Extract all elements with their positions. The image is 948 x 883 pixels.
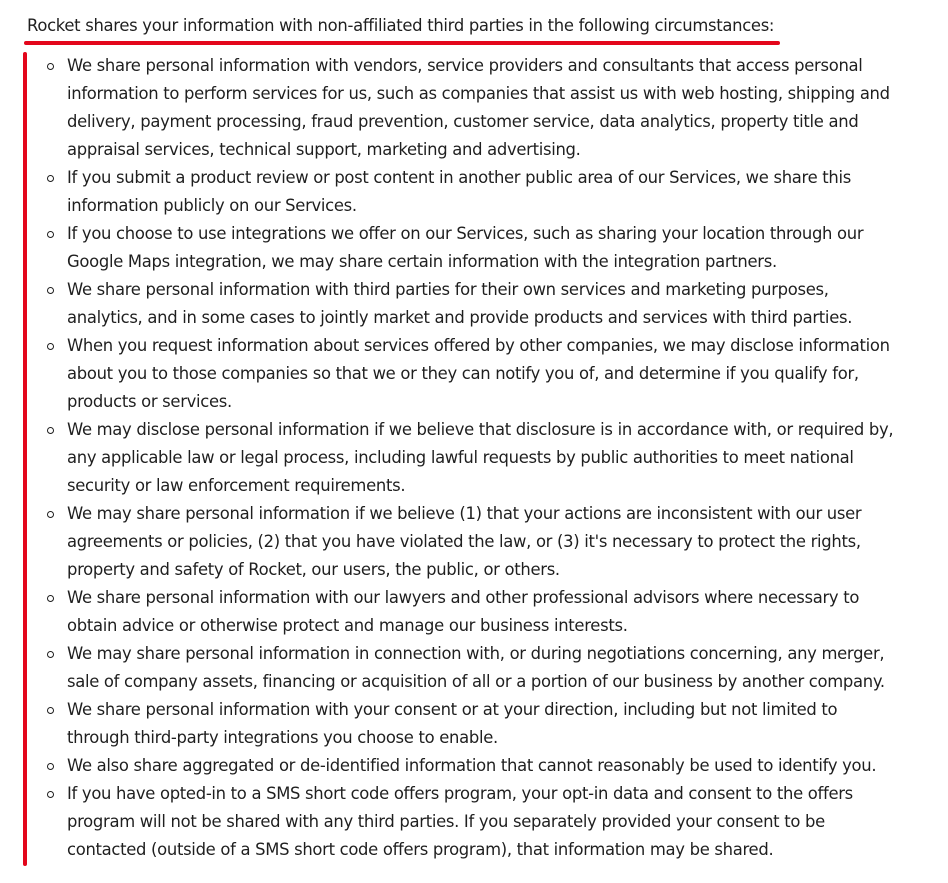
list-item-text: When you request information about services offered by other companies, we may disclose information about you to those companies so that we or they can notify you of, and determine if you qualify for, products or services. [67,336,890,411]
list-item [40,696,902,752]
list-item [40,276,902,332]
red-vertical-line-annotation [23,52,27,866]
list-item-text: We share personal information with our lawyers and other professional advisors where necessary to obtain advice or otherwise protect and manage our business interests. [67,588,860,635]
circle-bullet-icon [47,63,54,70]
red-underline-annotation [24,41,780,45]
list-item [40,640,902,696]
list-item-text: If you submit a product review or post content in another public area of our Services, we share this information publicly on our Services. [67,168,852,215]
list-item-text: We may share personal information in connection with, or during negotiations concerning, any merger, sale of company assets, financing or acquisition of all or a portion of our business by another company. [67,644,885,691]
circle-bullet-icon [47,707,54,714]
list-item [40,416,902,500]
circle-bullet-icon [47,763,54,770]
list-item-text: If you choose to use integrations we offer on our Services, such as sharing your location through our Google Maps integration, we may share certain information with the integration partners. [67,224,864,271]
circle-bullet-icon [47,651,54,658]
circle-bullet-icon [47,427,54,434]
list-item [40,332,902,416]
circle-bullet-icon [47,175,54,182]
list-item-text: We share personal information with third parties for their own services and marketing purposes, analytics, and in some cases to jointly market and provide products and services with third parties. [67,280,853,327]
sharing-circumstances-list [40,52,902,864]
list-item [40,220,902,276]
list-item-text: We share personal information with vendors, service providers and consultants that access personal information to perform services for us, such as companies that assist us with web hosting, shipping and delivery, payment processing, fraud prevention, customer service, data analytics, property title and appraisal services, technical support, marketing and advertising. [67,56,890,159]
list-item [40,780,902,864]
list-item-text: We also share aggregated or de-identified information that cannot reasonably be used to identify you. [67,756,877,775]
intro-sentence: Rocket shares your information with non-affiliated third parties in the following circumstances: [27,16,775,35]
list-item-text: We may disclose personal information if we believe that disclosure is in accordance with, or required by, any applicable law or legal process, including lawful requests by public authorities to meet national security or law enforcement requirements. [67,420,894,495]
list-item [40,52,902,164]
list-item-text: We may share personal information if we believe (1) that your actions are inconsistent with our user agreements or policies, (2) that you have violated the law, or (3) it's necessary to protect the rights, property and safety of Rocket, our users, the public, or others. [67,504,862,579]
circle-bullet-icon [47,287,54,294]
list-item [40,164,902,220]
circle-bullet-icon [47,791,54,798]
list-item-text: If you have opted-in to a SMS short code offers program, your opt-in data and consent to the offers program will not be shared with any third parties. If you separately provided your consent to be contacted (outside of a SMS short code offers program), that information may be shared. [67,784,853,859]
circle-bullet-icon [47,343,54,350]
list-item-text: We share personal information with your consent or at your direction, including but not limited to through third-party integrations you choose to enable. [67,700,838,747]
list-item [40,584,902,640]
circle-bullet-icon [47,511,54,518]
list-item [40,752,902,780]
circle-bullet-icon [47,231,54,238]
circle-bullet-icon [47,595,54,602]
list-item [40,500,902,584]
